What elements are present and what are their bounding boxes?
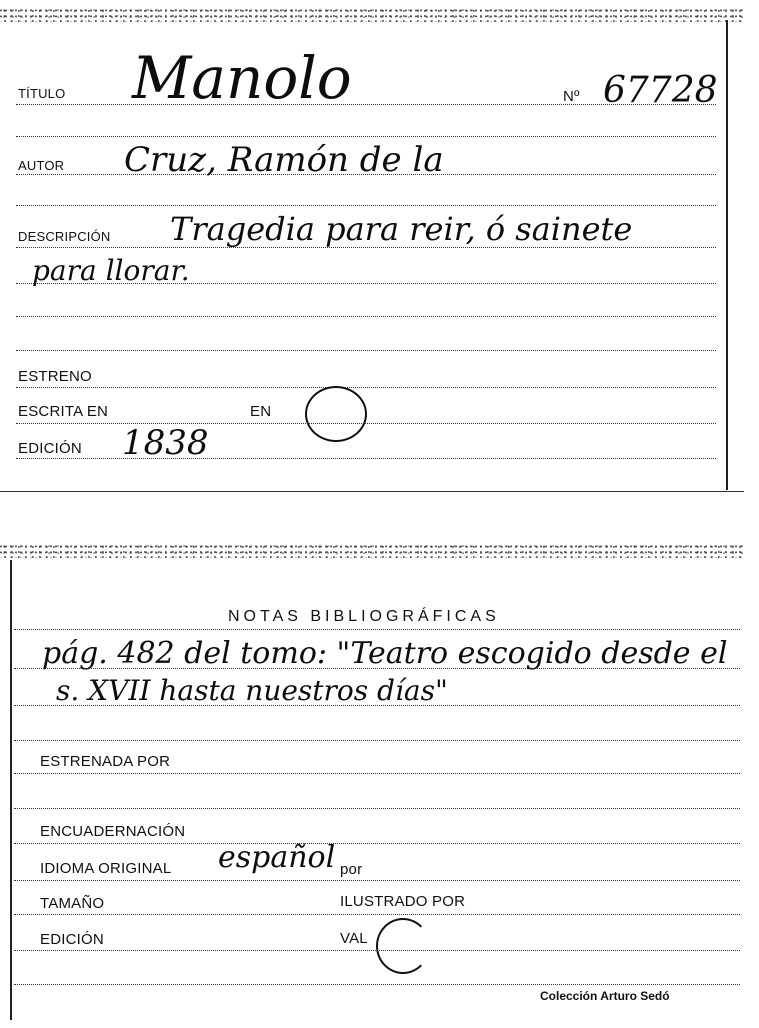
notas-line1: pág. 482 del tomo: "Teatro escogido desde el (42, 636, 728, 671)
blank-rule-3 (16, 316, 716, 317)
card-bottom-edge-texture (0, 544, 744, 558)
estrenada-label: ESTRENADA POR (40, 753, 171, 770)
idioma-value: español (218, 840, 336, 875)
notas-line2: s. XVII hasta nuestros días" (56, 674, 448, 707)
blank-rule-1 (16, 136, 716, 137)
catalog-card-bottom (0, 540, 744, 1018)
por-label: por (340, 861, 363, 878)
autor-rule (16, 174, 716, 175)
escrita-rule (16, 423, 716, 424)
card-bottom-edge (0, 491, 744, 492)
notas-rule-3 (14, 705, 740, 706)
escrita-en-label: ESCRITA EN (18, 403, 109, 420)
encuadernacion-label: ENCUADERNACIÓN (40, 823, 186, 840)
encuadernacion-rule (14, 843, 740, 844)
card-top-edge-texture (0, 8, 744, 22)
estreno-rule (16, 387, 716, 388)
edicion-bottom-rule (14, 950, 740, 951)
notas-rule-2 (14, 668, 740, 669)
numero-value: 67728 (603, 70, 718, 111)
descripcion-line2: para llorar. (32, 254, 190, 287)
descripcion-label: DESCRIPCIÓN (18, 229, 111, 244)
idioma-rule (14, 880, 740, 881)
tamano-label: TAMAÑO (40, 895, 105, 912)
idioma-label: IDIOMA ORIGINAL (40, 860, 172, 877)
notas-rule-4 (14, 740, 740, 741)
descripcion-rule-2 (16, 283, 716, 284)
stamp-circle (305, 386, 367, 442)
titulo-label: TÍTULO (18, 86, 66, 101)
catalog-card-top (0, 0, 744, 492)
blank-rule-5 (14, 808, 740, 809)
numero-label: Nº (563, 88, 580, 105)
stamp-circle-bottom (376, 918, 430, 974)
collection-footer: Colección Arturo Sedó (540, 989, 670, 1003)
en-label: EN (250, 403, 272, 420)
estrenada-rule (14, 773, 740, 774)
tamano-rule (14, 914, 740, 915)
blank-rule-2 (16, 205, 716, 206)
estreno-label: ESTRENO (18, 368, 92, 385)
descripcion-rule (16, 247, 716, 248)
blank-rule-4 (16, 350, 716, 351)
notas-rule-1 (14, 629, 740, 630)
notas-title: NOTAS BIBLIOGRÁFICAS (228, 608, 500, 625)
descripcion-line1: Tragedia para reir, ó sainete (170, 210, 633, 248)
titulo-rule (16, 104, 716, 105)
edicion-rule (16, 458, 716, 459)
autor-label: AUTOR (18, 158, 65, 173)
val-label: VAL (340, 930, 368, 947)
edicion-bottom-label: EDICIÓN (40, 931, 104, 948)
edicion-label: EDICIÓN (18, 440, 82, 457)
blank-rule-6 (14, 984, 740, 985)
ilustrado-label: ILUSTRADO POR (340, 893, 466, 910)
card-right-edge (726, 20, 728, 490)
autor-value: Cruz, Ramón de la (124, 140, 444, 180)
edicion-value: 1838 (122, 423, 209, 463)
card-left-edge (10, 560, 12, 1020)
titulo-value: Manolo (132, 44, 352, 112)
